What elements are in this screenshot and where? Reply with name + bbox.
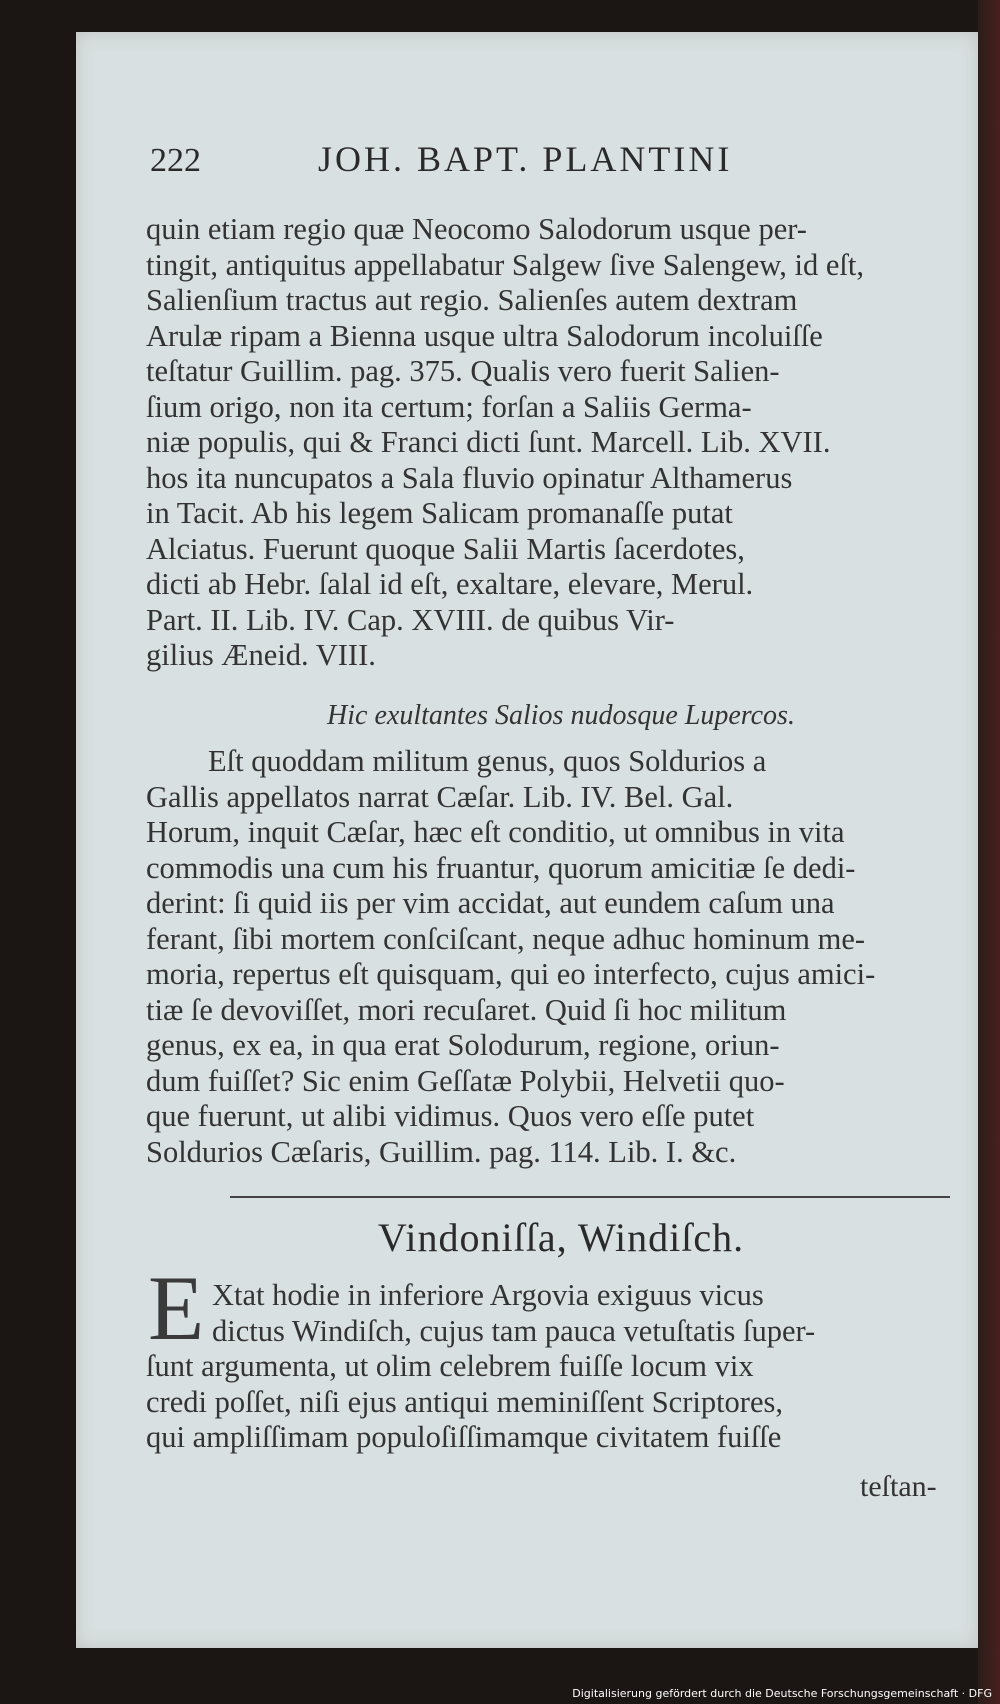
text-line: que fuerunt, ut alibi vidimus. Quos vero eſſe putet — [146, 1099, 755, 1133]
text-line: gilius Æneid. VIII. — [146, 638, 376, 672]
text-line: Eſt quoddam militum genus, quos Soldurios a — [208, 744, 767, 778]
text-line: Gallis appellatos narrat Cæſar. Lib. IV. Bel. Gal. — [146, 779, 734, 814]
text-line: Soldurios Cæſaris, Guillim. pag. 114. Lib. I. &c. — [146, 1134, 737, 1169]
text-line: teſtatur Guillim. pag. 375. Qualis vero fuerit Salien- — [146, 354, 780, 388]
drop-cap: E — [148, 1257, 205, 1359]
paragraph-1 — [146, 212, 976, 674]
text-line: Horum, inquit Cæſar, hæc eſt conditio, ut omnibus in vita — [146, 815, 845, 849]
text-line: moria, repertus eſt quisquam, qui eo interfecto, cujus amici- — [146, 957, 876, 991]
page-number: 222 — [150, 142, 201, 179]
text-line: Alciatus. Fuerunt quoque Salii Martis ſacerdotes, — [146, 531, 745, 566]
text-line: dictus Windiſch, cujus tam pauca vetuſtatis ſuper- — [212, 1313, 816, 1348]
text-line: tiæ ſe devoviſſet, mori recuſaret. Quid ſi hoc militum — [146, 992, 787, 1027]
text-line: Part. II. Lib. IV. Cap. XVIII. de quibus Vir- — [146, 602, 675, 637]
text-line: commodis una cum his fruantur, quorum amicitiæ ſe dedi- — [146, 850, 856, 885]
text-line: in Tacit. Ab his legem Salicam promanaſſe putat — [146, 496, 733, 530]
text-line: genus, ex ea, in qua erat Solodurum, regione, oriun- — [146, 1028, 780, 1062]
text-line: Arulæ ripam a Bienna usque ultra Salodorum incoluiſſe — [146, 318, 823, 353]
running-title: JOH. BAPT. PLANTINI — [318, 139, 733, 179]
text-line: Salienſium tractus aut regio. Salienſes autem dextram — [146, 283, 798, 317]
text-line: derint: ſi quid iis per vim accidat, aut eundem caſum una — [146, 886, 835, 920]
text-line: hos ita nuncupatos a Sala fluvio opinatur Althamerus — [146, 460, 793, 495]
text-line: tingit, antiquitus appellabatur Salgew ſive Salengew, id eſt, — [146, 247, 865, 282]
text-line: ſium origo, non ita certum; forſan a Saliis Germa- — [146, 389, 752, 424]
catchword: teſtan- — [860, 1470, 937, 1503]
text-line: dum fuiſſet? Sic enim Geſſatæ Polybii, Helvetii quo- — [146, 1063, 785, 1098]
text-line: credi poſſet, niſi ejus antiqui meminiſſent Scriptores, — [146, 1384, 783, 1419]
section-paragraph — [146, 1278, 976, 1456]
text-line: ferant, ſibi mortem conſciſcant, neque adhuc hominum me- — [146, 921, 866, 956]
text-line: ſunt argumenta, ut olim celebrem fuiſſe locum vix — [146, 1349, 754, 1383]
text-line: dicti ab Hebr. ſalal id eſt, exaltare, elevare, Merul. — [146, 567, 754, 601]
digitization-credit: Digitalisierung gefördert durch die Deutsche Forschungsgemeinschaft · DFG — [572, 1687, 992, 1700]
text-line: qui ampliſſimam populoſiſſimamque civitatem fuiſſe — [146, 1420, 782, 1454]
section-title: Vindoniſſa, Windiſch. — [377, 1215, 745, 1260]
text-line: niæ populis, qui & Franci dicti ſunt. Marcell. Lib. XVII. — [146, 425, 831, 459]
text-line: quin etiam regio quæ Neocomo Salodorum usque per- — [146, 212, 807, 246]
book-edge — [978, 0, 1000, 1704]
paragraph-2 — [146, 744, 976, 1170]
page-header — [150, 138, 830, 188]
section-divider — [230, 1196, 950, 1198]
text-line: Xtat hodie in inferiore Argovia exiguus vicus — [212, 1278, 764, 1312]
verse-quote: Hic exultantes Salios nudosque Lupercos. — [327, 700, 795, 731]
